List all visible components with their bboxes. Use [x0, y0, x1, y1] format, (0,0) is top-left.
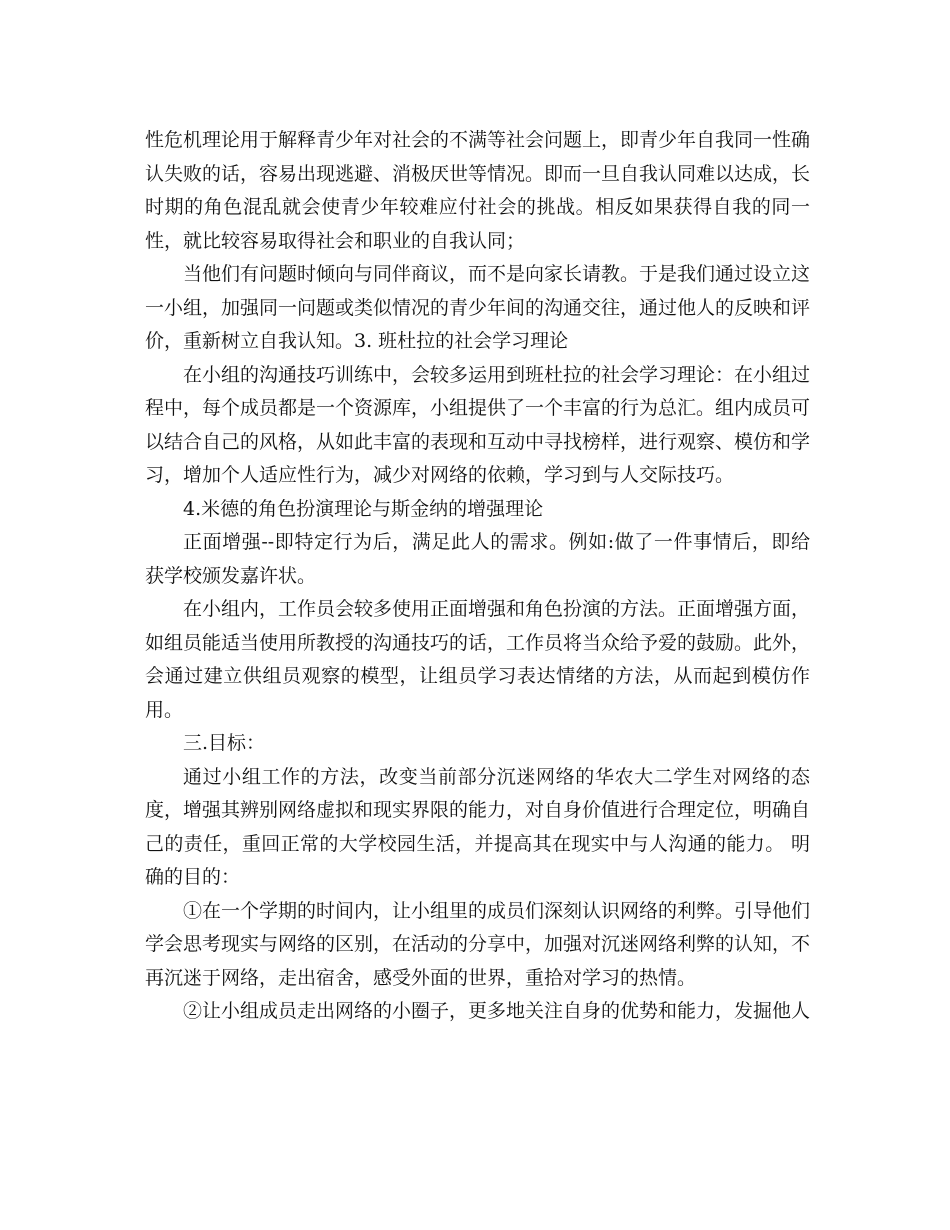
paragraph-goal-1: ①在一个学期的时间内，让小组里的成员们深刻认识网络的利弊。引导他们学会思考现实与网络的区别，在活动的分享中，加强对沉迷网络利弊的认知，不再沉迷于网络，走出宿舍，感受外面的世界，重拾对学习的热情。: [145, 899, 811, 989]
paragraph-identity-theory: 性危机理论用于解释青少年对社会的不满等社会问题上，即青少年自我同一性确认失败的话，容易出现逃避、消极厌世等情况。即而一旦自我认同难以达成，长时期的角色混乱就会使青少年较难应付社会的挑战。相反如果获得自我的同一性，就比较容易取得社会和职业的自我认同；: [145, 129, 811, 252]
paragraph-peer-consultation: 当他们有问题时倾向与同伴商议，而不是向家长请教。于是我们通过设立这一小组，加强同一问题或类似情况的青少年间的沟通交往，通过他人的反映和评价，重新树立自我认知。3. 班杜拉的社会学习理论: [145, 263, 811, 352]
paragraph-social-learning: 在小组的沟通技巧训练中，会较多运用到班杜拉的社会学习理论：在小组过程中，每个成员都是一个资源库，小组提供了一个丰富的行为总汇。组内成员可以结合自己的风格，从如此丰富的表现和互动中寻找榜样，进行观察、模仿和学习，增加个人适应性行为，减少对网络的依赖，学习到与人交际技巧。: [145, 363, 811, 486]
paragraph-goal-2: ②让小组成员走出网络的小圈子，更多地关注自身的优势和能力，发掘他人: [183, 1000, 811, 1022]
paragraph-group-methods: 在小组内，工作员会较多使用正面增强和角色扮演的方法。正面增强方面，如组员能适当使用所教授的沟通技巧的话，工作员将当众给予爱的鼓励。此外，会通过建立供组员观察的模型，让组员学习表达情绪的方法，从而起到模仿作用。: [145, 598, 811, 721]
paragraph-positive-reinforcement: 正面增强--即特定行为后，满足此人的需求。例如:做了一件事情后，即给获学校颁发嘉许状。: [145, 531, 810, 587]
section-heading-role-play-theory: 4.米德的角色扮演理论与斯金纳的增强理论: [183, 497, 544, 520]
paragraph-overall-goal: 通过小组工作的方法，改变当前部分沉迷网络的华农大二学生对网络的态度，增强其辨别网络虚拟和现实界限的能力，对自身价值进行合理定位，明确自己的责任，重回正常的大学校园生活，并提高其在现实中与人沟通的能力。 明确的目的：: [145, 765, 811, 888]
section-heading-goals: 三.目标：: [183, 732, 266, 754]
document-body: [145, 124, 810, 1029]
